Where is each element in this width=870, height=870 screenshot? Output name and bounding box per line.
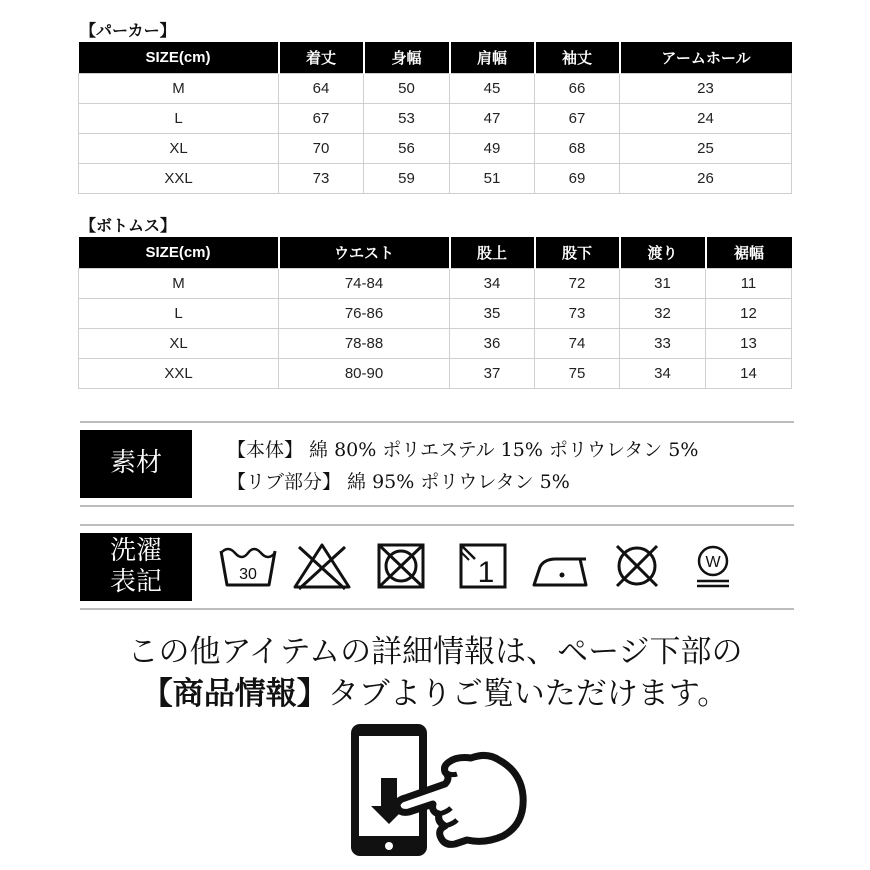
table-row	[79, 299, 792, 329]
column-header: 股上	[450, 237, 535, 269]
measurement-cell: 59	[364, 164, 450, 194]
wet-clean-letter: W	[705, 554, 721, 571]
measurement-cell: 24	[620, 104, 792, 134]
info-text-line1: この他アイテムの詳細情報は、ページ下部の	[127, 634, 743, 670]
measurement-cell: 37	[450, 359, 535, 389]
care-label-line1: 洗濯	[109, 535, 162, 566]
measurement-cell: 13	[706, 329, 792, 359]
measurement-cell: 80-90	[279, 359, 450, 389]
measurement-cell: 75	[535, 359, 620, 389]
material-rib-text: 【リブ部分】 綿 95% ポリウレタン 5%	[227, 471, 570, 493]
table-row	[79, 164, 792, 194]
table-row	[79, 269, 792, 299]
table-row	[79, 134, 792, 164]
table-row	[79, 104, 792, 134]
care-label-line2: 表記	[109, 567, 162, 597]
measurement-cell: 74	[535, 329, 620, 359]
no-bleach-icon	[291, 541, 353, 591]
column-header: 肩幅	[450, 42, 535, 74]
measurement-cell: 72	[535, 269, 620, 299]
info-text-line2-rest: タブよりご覧いただけます。	[327, 676, 729, 712]
no-dry-clean-icon	[606, 541, 668, 591]
size-label-cell: M	[79, 269, 279, 299]
material-body-text: 【本体】 綿 80% ポリエステル 15% ポリウレタン 5%	[227, 439, 699, 461]
column-header: アームホール	[620, 42, 792, 74]
measurement-cell: 51	[450, 164, 535, 194]
measurement-cell: 66	[535, 74, 620, 104]
measurement-cell: 74-84	[279, 269, 450, 299]
measurement-cell: 70	[279, 134, 364, 164]
measurement-cell: 25	[620, 134, 792, 164]
measurement-cell: 78-88	[279, 329, 450, 359]
measurement-cell: 56	[364, 134, 450, 164]
measurement-cell: 34	[620, 359, 706, 389]
column-header: 股下	[535, 237, 620, 269]
table-header-row	[79, 237, 792, 269]
line-dry-number: 1	[477, 556, 495, 589]
table-row	[79, 359, 792, 389]
phone-tap-icon	[345, 720, 530, 860]
column-header: ウエスト	[279, 237, 450, 269]
iron-low-icon	[532, 541, 594, 591]
column-header: 渡り	[620, 237, 706, 269]
bottoms-size-table	[78, 237, 792, 389]
measurement-cell: 64	[279, 74, 364, 104]
column-header: 着丈	[279, 42, 364, 74]
measurement-cell: 69	[535, 164, 620, 194]
column-header: SIZE(cm)	[79, 42, 279, 74]
measurement-cell: 23	[620, 74, 792, 104]
wet-clean-icon	[682, 541, 744, 591]
measurement-cell: 12	[706, 299, 792, 329]
measurement-cell: 34	[450, 269, 535, 299]
material-band	[80, 421, 794, 507]
measurement-cell: 35	[450, 299, 535, 329]
size-label-cell: L	[79, 104, 279, 134]
measurement-cell: 33	[620, 329, 706, 359]
bottoms-section-title: 【ボトムス】	[80, 216, 177, 235]
table-row	[79, 329, 792, 359]
measurement-cell: 49	[450, 134, 535, 164]
measurement-cell: 26	[620, 164, 792, 194]
no-tumble-dry-icon	[370, 541, 432, 591]
table-row	[79, 74, 792, 104]
measurement-cell: 76-86	[279, 299, 450, 329]
hoodie-size-table	[78, 42, 792, 194]
measurement-cell: 68	[535, 134, 620, 164]
product-info-tab-name: 【商品情報】	[141, 676, 328, 712]
column-header: 身幅	[364, 42, 450, 74]
table-header-row	[79, 42, 792, 74]
measurement-cell: 31	[620, 269, 706, 299]
measurement-cell: 73	[279, 164, 364, 194]
care-label	[80, 533, 192, 601]
size-label-cell: L	[79, 299, 279, 329]
line-dry-shade-icon	[452, 541, 514, 591]
size-label-cell: XXL	[79, 359, 279, 389]
material-label: 素材	[80, 430, 192, 498]
wash-30-icon	[217, 541, 279, 591]
size-label-cell: XXL	[79, 164, 279, 194]
measurement-cell: 14	[706, 359, 792, 389]
measurement-cell: 11	[706, 269, 792, 299]
size-label-cell: XL	[79, 134, 279, 164]
column-header: 袖丈	[535, 42, 620, 74]
measurement-cell: 47	[450, 104, 535, 134]
size-label-cell: M	[79, 74, 279, 104]
measurement-cell: 53	[364, 104, 450, 134]
size-label-cell: XL	[79, 329, 279, 359]
info-text-line2	[0, 668, 870, 713]
column-header: SIZE(cm)	[79, 237, 279, 269]
measurement-cell: 67	[279, 104, 364, 134]
column-header: 裾幅	[706, 237, 792, 269]
measurement-cell: 50	[364, 74, 450, 104]
care-band	[80, 524, 794, 610]
hoodie-section-title: 【パーカー】	[80, 21, 176, 40]
measurement-cell: 32	[620, 299, 706, 329]
measurement-cell: 45	[450, 74, 535, 104]
measurement-cell: 73	[535, 299, 620, 329]
measurement-cell: 67	[535, 104, 620, 134]
measurement-cell: 36	[450, 329, 535, 359]
wash-temp-label: 30	[239, 566, 257, 583]
